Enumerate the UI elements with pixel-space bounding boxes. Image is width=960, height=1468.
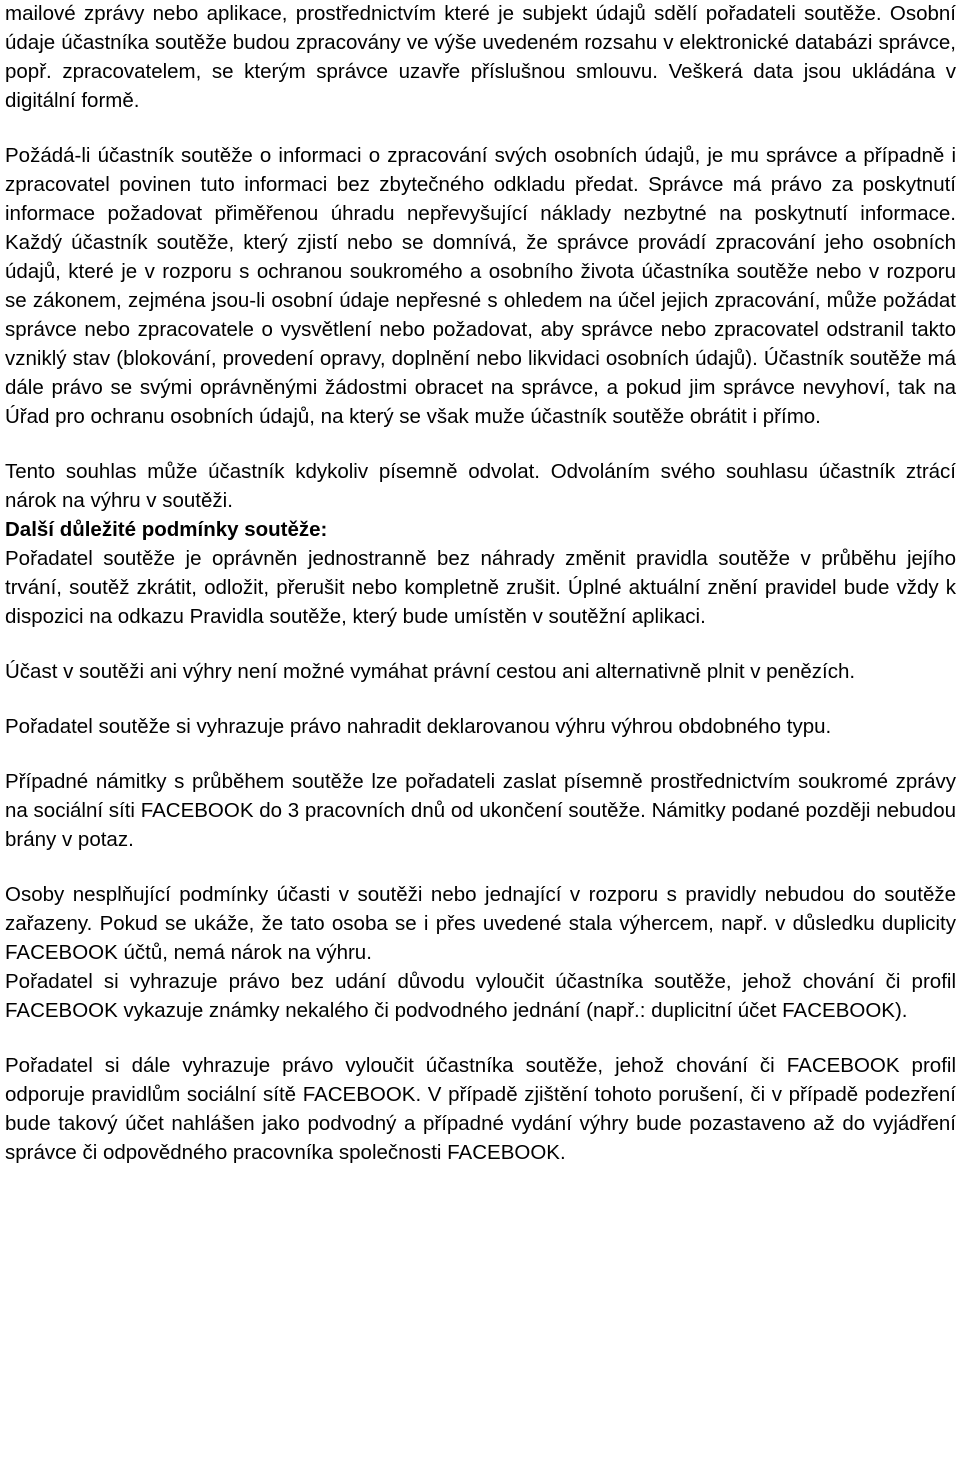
paragraph-objections: Případné námitky s průběhem soutěže lze pořadateli zaslat písemně prostřednictvím soukromé zprávy na sociální síti FACEBOOK do 3 pracovních dnů od ukončení soutěže. Námitky podané později nebudou brány v potaz.	[5, 770, 956, 851]
section-heading-conditions: Další důležité podmínky soutěže:	[5, 518, 328, 541]
paragraph-ineligible-persons: Osoby nesplňující podmínky účasti v soutěži nebo jednající v rozporu s pravidly nebudou do soutěže zařazeny. Pokud se ukáže, že tato osoba se i přes uvedené stala výhercem, např. v důsledku duplicity FACEBOOK účtů, nemá nárok na výhru.	[5, 883, 956, 964]
document-page	[5, 0, 956, 1167]
paragraph-facebook-rules: Pořadatel si dále vyhrazuje právo vyloučit účastníka soutěže, jehož chování či FACEBOOK profil odporuje pravidlům sociální sítě FACEBOOK. V případě zjištění tohoto porušení, či v případě podezření bude takový účet nahlášen jako podvodný a případné vydání výhry bude pozastaveno až do vyjádření správce či odpovědného pracovníka společnosti FACEBOOK.	[5, 1054, 956, 1164]
paragraph-no-legal-claim: Účast v soutěži ani výhry není možné vymáhat právní cestou ani alternativně plnit v penězích.	[5, 660, 856, 683]
paragraph-data-processing: mailové zprávy nebo aplikace, prostřednictvím které je subjekt údajů sdělí pořadateli soutěže. Osobní údaje účastníka soutěže budou zpracovány ve výše uvedeném rozsahu v elektronické databázi správce, popř. zpracovatelem, se kterým správce uzavře příslušnou smlouvu. Veškerá data jsou ukládána v digitální formě.	[5, 2, 956, 112]
paragraph-consent-withdrawal: Tento souhlas může účastník kdykoliv písemně odvolat. Odvoláním svého souhlasu účastník ztrácí nárok na výhru v soutěži.	[5, 460, 956, 512]
paragraph-exclusion-right: Pořadatel si vyhrazuje právo bez udání důvodu vyloučit účastníka soutěže, jehož chování či profil FACEBOOK vykazuje známky nekalého či podvodného jednání (např.: duplicitní účet FACEBOOK).	[5, 970, 956, 1022]
paragraph-rule-changes: Pořadatel soutěže je oprávněn jednostranně bez náhrady změnit pravidla soutěže v průběhu jejího trvání, soutěž zkrátit, odložit, přerušit nebo kompletně zrušit. Úplné aktuální znění pravidel bude vždy k dispozici na odkazu Pravidla soutěže, který bude umístěn v soutěžní aplikaci.	[5, 547, 956, 628]
paragraph-prize-substitution: Pořadatel soutěže si vyhrazuje právo nahradit deklarovanou výhru výhrou obdobného typu.	[5, 715, 832, 738]
paragraph-information-rights: Požádá-li účastník soutěže o informaci o zpracování svých osobních údajů, je mu správce a případně i zpracovatel povinen tuto informaci bez zbytečného odkladu předat. Správce má právo za poskytnutí informace požadovat přiměřenou úhradu nepřevyšující náklady nezbytné na poskytnutí informace. Každý účastník soutěže, který zjistí nebo se domnívá, že správce provádí zpracování jeho osobních údajů, které je v rozporu s ochranou soukromého a osobního života účastníka soutěže nebo v rozporu se zákonem, zejména jsou-li osobní údaje nepřesné s ohledem na účel jejich zpracování, může požádat správce nebo zpracovatele o vysvětlení nebo požadovat, aby správce nebo zpracovatel odstranil takto vzniklý stav (blokování, provedení opravy, doplnění nebo likvidaci osobních údajů). Účastník soutěže má dále právo se svými oprávněnými žádostmi obracet na správce, a pokud jim správce nevyhoví, tak na Úřad pro ochranu osobních údajů, na který se však muže účastník soutěže obrátit i přímo.	[5, 144, 956, 428]
